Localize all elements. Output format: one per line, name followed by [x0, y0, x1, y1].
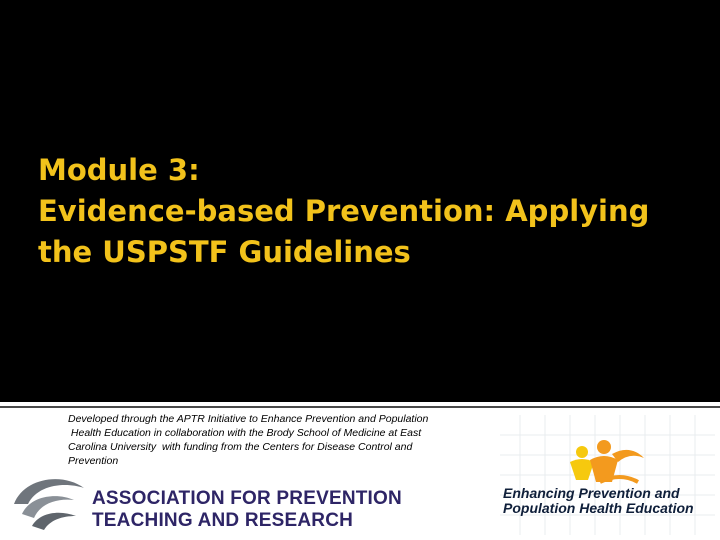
initiative-line-2: Population Health Education	[503, 500, 694, 516]
title-line-2: Evidence-based Prevention: Applying	[38, 194, 650, 228]
aptr-swirl-logo-icon	[10, 470, 90, 532]
credit-line-2: Health Education in collaboration with the Brody School of Medicine at East	[68, 427, 422, 439]
title-line-1: Module 3:	[38, 153, 200, 187]
initiative-wordmark	[503, 486, 694, 516]
title-line-3: the USPSTF Guidelines	[38, 235, 411, 269]
credit-line-3: Carolina University with funding from the Centers for Disease Control and	[68, 441, 413, 453]
credit-line-4: Prevention	[68, 455, 119, 467]
credit-line-1: Developed through the APTR Initiative to Enhance Prevention and Population	[68, 413, 429, 425]
slide-title	[38, 150, 708, 273]
figures-logo-icon	[560, 438, 650, 490]
aptr-line-2: TEACHING AND RESEARCH	[92, 510, 354, 531]
aptr-line-1: ASSOCIATION FOR PREVENTION	[92, 488, 402, 509]
divider-line	[0, 406, 720, 408]
aptr-wordmark	[92, 488, 402, 532]
initiative-line-1: Enhancing Prevention and	[503, 485, 680, 501]
credit-text	[68, 412, 498, 468]
